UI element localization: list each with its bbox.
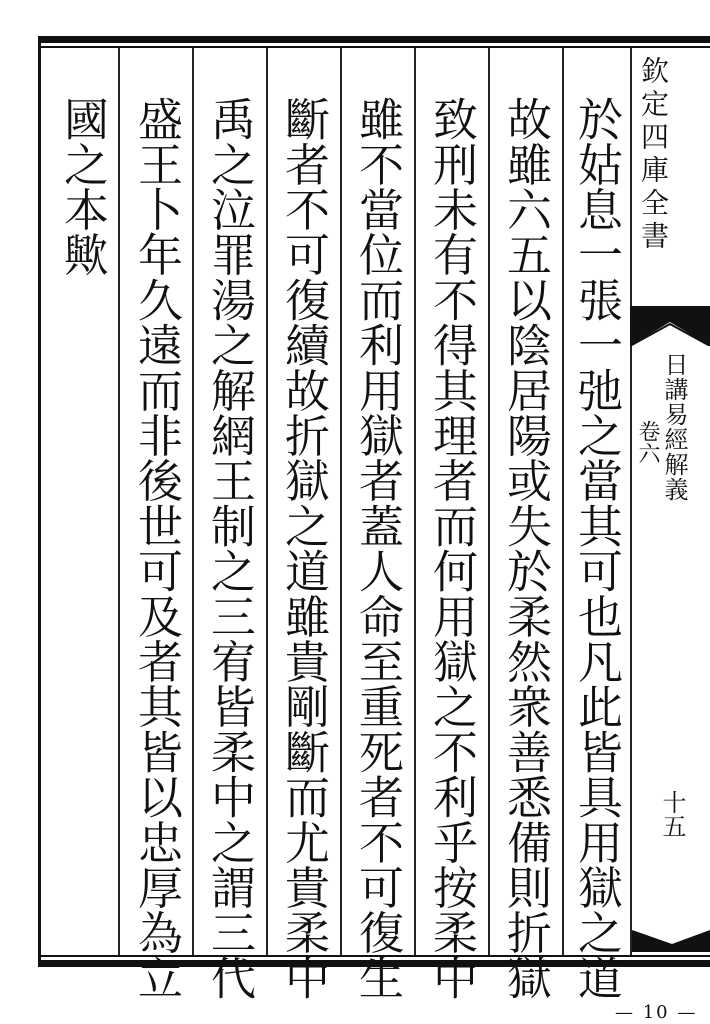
- column-divider: [414, 48, 416, 955]
- text-column-8: 國之本歟: [56, 96, 109, 277]
- book-title: 欽定四庫全書: [637, 56, 670, 254]
- footer-mark: — 10 —: [615, 1002, 698, 1023]
- fishtail-mark-icon: [630, 306, 710, 346]
- text-column-1: 於姑息一張一弛之當其可也凡此皆具用獄之道: [570, 96, 623, 1000]
- column-divider: [192, 48, 194, 955]
- column-divider: [562, 48, 564, 955]
- column-divider: [488, 48, 490, 955]
- text-column-5: 斷者不可復續故折獄之道雖貴剛斷而尤貴柔中: [277, 96, 330, 1000]
- fishtail-bottom-icon: [632, 930, 710, 952]
- column-divider: [340, 48, 342, 955]
- page-number: 十五: [658, 790, 686, 838]
- text-column-4: 雖不當位而利用獄者蓋人命至重死者不可復生: [351, 96, 404, 1000]
- text-column-7: 盛王卜年久遠而非後世可及者其皆以忠厚為立: [130, 96, 183, 1000]
- text-column-2: 故雖六五以陰居陽或失於柔然衆善悉備則折獄: [499, 96, 552, 1000]
- column-divider: [266, 48, 268, 955]
- text-column-6: 禹之泣罪湯之解網王制之三宥皆柔中之謂三代: [203, 96, 256, 1000]
- top-border-thin: [38, 46, 710, 48]
- left-border: [38, 36, 41, 967]
- text-column-3: 致刑未有不得其理者而何用獄之不利乎按柔中: [425, 96, 478, 1000]
- book-subtitle: 日講易經解義: [660, 352, 688, 502]
- top-border-thick: [38, 36, 710, 43]
- volume-label: 卷六: [635, 420, 660, 464]
- margin-divider: [630, 48, 632, 955]
- column-divider: [118, 48, 120, 955]
